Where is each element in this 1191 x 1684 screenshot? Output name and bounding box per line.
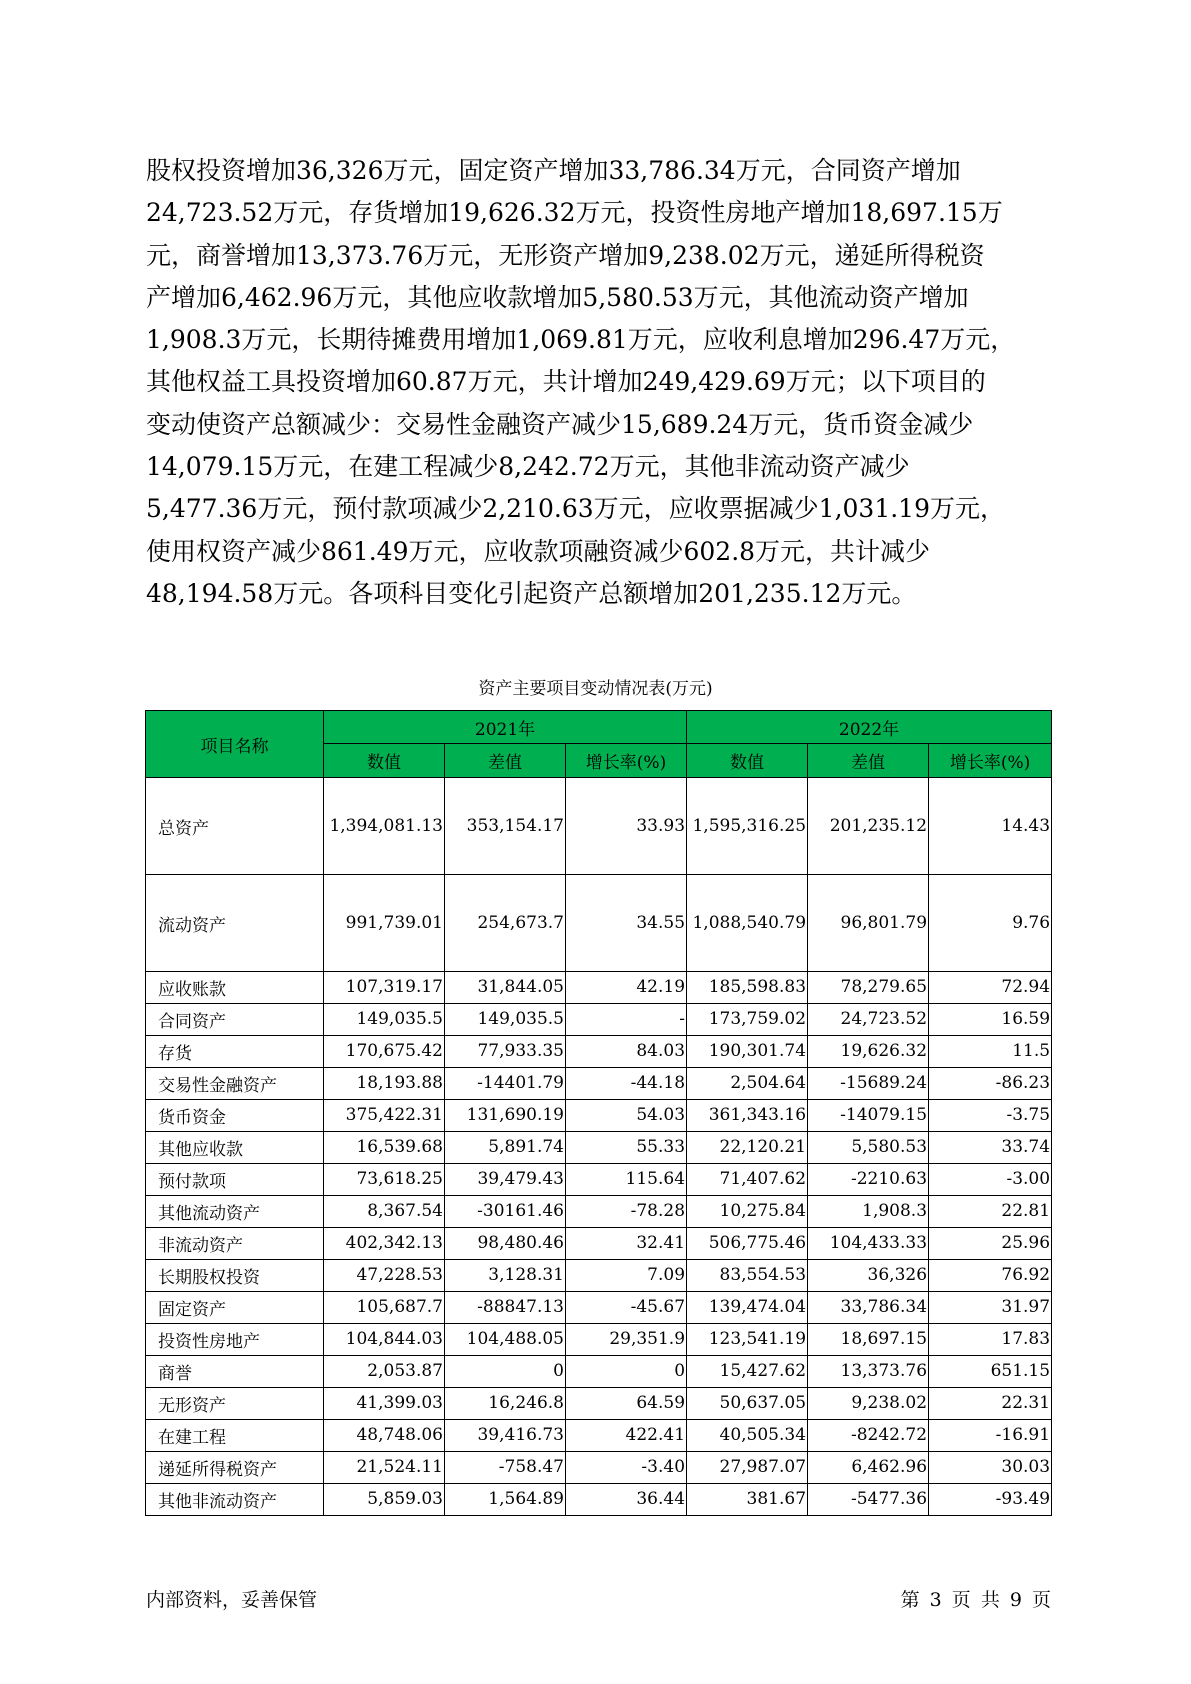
cell-diff-2022: 1,908.3	[808, 1196, 929, 1228]
cell-value-2021: 104,844.03	[324, 1324, 445, 1356]
cell-item-name: 预付款项	[146, 1164, 324, 1196]
cell-rate-2022: 14.43	[929, 778, 1052, 875]
cell-value-2022: 190,301.74	[687, 1036, 808, 1068]
cell-value-2022: 506,775.46	[687, 1228, 808, 1260]
cell-value-2022: 139,474.04	[687, 1292, 808, 1324]
cell-value-2021: 991,739.01	[324, 875, 445, 972]
cell-diff-2021: -88847.13	[445, 1292, 566, 1324]
table-row	[146, 1388, 1052, 1420]
cell-diff-2022: -8242.72	[808, 1420, 929, 1452]
header-diff-2021: 差值	[445, 744, 566, 778]
cell-value-2021: 47,228.53	[324, 1260, 445, 1292]
cell-diff-2021: 77,933.35	[445, 1036, 566, 1068]
body-line: 股权投资增加36,326万元，固定资产增加33,786.34万元，合同资产增加	[146, 156, 961, 185]
cell-diff-2022: 24,723.52	[808, 1004, 929, 1036]
cell-diff-2021: 104,488.05	[445, 1324, 566, 1356]
body-line: 使用权资产减少861.49万元，应收款项融资减少602.8万元，共计减少	[146, 536, 931, 566]
cell-rate-2021: 7.09	[566, 1260, 687, 1292]
table-row	[146, 1420, 1052, 1452]
cell-diff-2021: 39,479.43	[445, 1164, 566, 1196]
cell-rate-2022: 31.97	[929, 1292, 1052, 1324]
cell-item-name: 货币资金	[146, 1100, 324, 1132]
cell-value-2022: 71,407.62	[687, 1164, 808, 1196]
cell-rate-2021: -45.67	[566, 1292, 687, 1324]
cell-value-2021: 1,394,081.13	[324, 778, 445, 875]
table-row	[146, 1228, 1052, 1260]
table-row	[146, 1292, 1052, 1324]
asset-change-table	[145, 710, 1052, 1516]
table-row	[146, 1100, 1052, 1132]
cell-item-name: 应收账款	[146, 972, 324, 1004]
cell-diff-2022: -2210.63	[808, 1164, 929, 1196]
cell-item-name: 投资性房地产	[146, 1324, 324, 1356]
cell-item-name: 递延所得税资产	[146, 1452, 324, 1484]
cell-rate-2021: 55.33	[566, 1132, 687, 1164]
cell-item-name: 其他非流动资产	[146, 1484, 324, 1516]
cell-rate-2021: 42.19	[566, 972, 687, 1004]
table-row	[146, 1452, 1052, 1484]
cell-diff-2021: 254,673.7	[445, 875, 566, 972]
cell-item-name: 总资产	[146, 778, 324, 875]
cell-rate-2021: 36.44	[566, 1484, 687, 1516]
cell-diff-2021: 39,416.73	[445, 1420, 566, 1452]
cell-value-2022: 1,595,316.25	[687, 778, 808, 875]
cell-item-name: 无形资产	[146, 1388, 324, 1420]
cell-value-2021: 41,399.03	[324, 1388, 445, 1420]
cell-diff-2021: 31,844.05	[445, 972, 566, 1004]
table-row	[146, 1036, 1052, 1068]
cell-rate-2021: 34.55	[566, 875, 687, 972]
header-rate-2021: 增长率(%)	[566, 744, 687, 778]
cell-rate-2022: 33.74	[929, 1132, 1052, 1164]
cell-value-2021: 16,539.68	[324, 1132, 445, 1164]
cell-value-2022: 173,759.02	[687, 1004, 808, 1036]
cell-rate-2022: -3.75	[929, 1100, 1052, 1132]
cell-rate-2021: 32.41	[566, 1228, 687, 1260]
cell-value-2021: 8,367.54	[324, 1196, 445, 1228]
cell-value-2022: 22,120.21	[687, 1132, 808, 1164]
cell-diff-2021: -14401.79	[445, 1068, 566, 1100]
cell-rate-2021: 0	[566, 1356, 687, 1388]
cell-rate-2021: 115.64	[566, 1164, 687, 1196]
cell-diff-2021: 131,690.19	[445, 1100, 566, 1132]
cell-rate-2022: -16.91	[929, 1420, 1052, 1452]
cell-item-name: 合同资产	[146, 1004, 324, 1036]
table-row	[146, 1260, 1052, 1292]
body-line: 产增加6,462.96万元，其他应收款增加5,580.53万元，其他流动资产增加	[146, 282, 969, 312]
table-row	[146, 1324, 1052, 1356]
cell-value-2022: 15,427.62	[687, 1356, 808, 1388]
cell-rate-2022: 9.76	[929, 875, 1052, 972]
cell-rate-2021: -44.18	[566, 1068, 687, 1100]
header-value-2021: 数值	[324, 744, 445, 778]
body-line: 5,477.36万元，预付款项减少2,210.63万元，应收票据减少1,031.19万元，	[146, 494, 1005, 524]
table-row	[146, 778, 1052, 875]
cell-diff-2022: 33,786.34	[808, 1292, 929, 1324]
cell-rate-2021: 84.03	[566, 1036, 687, 1068]
table-row	[146, 875, 1052, 972]
cell-item-name: 在建工程	[146, 1420, 324, 1452]
cell-value-2022: 2,504.64	[687, 1068, 808, 1100]
cell-rate-2021: -	[566, 1004, 687, 1036]
cell-diff-2022: 5,580.53	[808, 1132, 929, 1164]
cell-item-name: 存货	[146, 1036, 324, 1068]
cell-value-2021: 48,748.06	[324, 1420, 445, 1452]
footer-page-number: 第 3 页 共 9 页	[900, 1589, 1051, 1611]
cell-value-2021: 5,859.03	[324, 1484, 445, 1516]
cell-item-name: 长期股权投资	[146, 1260, 324, 1292]
table-row	[146, 1356, 1052, 1388]
cell-value-2021: 375,422.31	[324, 1100, 445, 1132]
table-row	[146, 1164, 1052, 1196]
cell-value-2022: 50,637.05	[687, 1388, 808, 1420]
cell-diff-2022: 19,626.32	[808, 1036, 929, 1068]
cell-rate-2021: -3.40	[566, 1452, 687, 1484]
cell-rate-2022: -86.23	[929, 1068, 1052, 1100]
table-row	[146, 1196, 1052, 1228]
cell-rate-2022: 651.15	[929, 1356, 1052, 1388]
cell-diff-2022: 13,373.76	[808, 1356, 929, 1388]
header-rate-2022: 增长率(%)	[929, 744, 1052, 778]
cell-value-2021: 105,687.7	[324, 1292, 445, 1324]
cell-value-2022: 40,505.34	[687, 1420, 808, 1452]
cell-diff-2021: 3,128.31	[445, 1260, 566, 1292]
cell-value-2021: 2,053.87	[324, 1356, 445, 1388]
cell-rate-2022: 16.59	[929, 1004, 1052, 1036]
body-paragraph	[146, 150, 1051, 615]
cell-diff-2021: -30161.46	[445, 1196, 566, 1228]
cell-diff-2022: -14079.15	[808, 1100, 929, 1132]
cell-value-2021: 21,524.11	[324, 1452, 445, 1484]
cell-rate-2022: 11.5	[929, 1036, 1052, 1068]
table-row	[146, 1004, 1052, 1036]
cell-diff-2022: 96,801.79	[808, 875, 929, 972]
body-line: 其他权益工具投资增加60.87万元，共计增加249,429.69万元；以下项目的	[146, 367, 986, 397]
cell-value-2021: 73,618.25	[324, 1164, 445, 1196]
cell-item-name: 其他流动资产	[146, 1196, 324, 1228]
body-line: 变动使资产总额减少：交易性金融资产减少15,689.24万元，货币资金减少	[146, 409, 974, 439]
body-line: 1,908.3万元，长期待摊费用增加1,069.81万元，应收利息增加296.47万元，	[146, 325, 1016, 355]
cell-rate-2022: 22.81	[929, 1196, 1052, 1228]
table-row	[146, 1132, 1052, 1164]
cell-rate-2021: 64.59	[566, 1388, 687, 1420]
cell-value-2022: 381.67	[687, 1484, 808, 1516]
cell-rate-2022: 30.03	[929, 1452, 1052, 1484]
cell-item-name: 固定资产	[146, 1292, 324, 1324]
table-caption: 资产主要项目变动情况表(万元)	[478, 679, 713, 699]
cell-rate-2021: 54.03	[566, 1100, 687, 1132]
cell-diff-2022: 201,235.12	[808, 778, 929, 875]
cell-diff-2022: 36,326	[808, 1260, 929, 1292]
cell-rate-2022: 76.92	[929, 1260, 1052, 1292]
cell-rate-2021: 29,351.9	[566, 1324, 687, 1356]
cell-item-name: 商誉	[146, 1356, 324, 1388]
cell-diff-2022: -5477.36	[808, 1484, 929, 1516]
cell-diff-2022: 104,433.33	[808, 1228, 929, 1260]
cell-rate-2021: 422.41	[566, 1420, 687, 1452]
cell-value-2021: 402,342.13	[324, 1228, 445, 1260]
table-row	[146, 972, 1052, 1004]
cell-value-2022: 83,554.53	[687, 1260, 808, 1292]
cell-value-2022: 123,541.19	[687, 1324, 808, 1356]
body-line: 元，商誉增加13,373.76万元，无形资产增加9,238.02万元，递延所得税资	[146, 240, 985, 270]
body-line: 24,723.52万元，存货增加19,626.32万元，投资性房地产增加18,697.15万	[146, 198, 1003, 228]
cell-diff-2021: 98,480.46	[445, 1228, 566, 1260]
cell-diff-2021: 0	[445, 1356, 566, 1388]
cell-item-name: 交易性金融资产	[146, 1068, 324, 1100]
body-line: 48,194.58万元。各项科目变化引起资产总额增加201,235.12万元。	[146, 578, 917, 608]
cell-diff-2022: 6,462.96	[808, 1452, 929, 1484]
cell-value-2022: 185,598.83	[687, 972, 808, 1004]
cell-diff-2021: 16,246.8	[445, 1388, 566, 1420]
cell-rate-2022: 25.96	[929, 1228, 1052, 1260]
cell-diff-2021: 149,035.5	[445, 1004, 566, 1036]
cell-rate-2021: 33.93	[566, 778, 687, 875]
header-value-2022: 数值	[687, 744, 808, 778]
header-year-2022: 2022年	[687, 711, 1052, 744]
cell-value-2021: 18,193.88	[324, 1068, 445, 1100]
cell-item-name: 非流动资产	[146, 1228, 324, 1260]
table-row	[146, 1068, 1052, 1100]
cell-diff-2022: 9,238.02	[808, 1388, 929, 1420]
header-diff-2022: 差值	[808, 744, 929, 778]
header-item-name: 项目名称	[146, 711, 324, 778]
cell-diff-2021: 5,891.74	[445, 1132, 566, 1164]
cell-value-2022: 27,987.07	[687, 1452, 808, 1484]
cell-value-2021: 170,675.42	[324, 1036, 445, 1068]
body-line: 14,079.15万元，在建工程减少8,242.72万元，其他非流动资产减少	[146, 452, 910, 482]
cell-value-2022: 1,088,540.79	[687, 875, 808, 972]
cell-value-2021: 149,035.5	[324, 1004, 445, 1036]
cell-rate-2022: -3.00	[929, 1164, 1052, 1196]
cell-item-name: 其他应收款	[146, 1132, 324, 1164]
cell-value-2021: 107,319.17	[324, 972, 445, 1004]
cell-rate-2021: -78.28	[566, 1196, 687, 1228]
cell-diff-2022: 78,279.65	[808, 972, 929, 1004]
cell-diff-2022: -15689.24	[808, 1068, 929, 1100]
cell-rate-2022: 17.83	[929, 1324, 1052, 1356]
cell-item-name: 流动资产	[146, 875, 324, 972]
header-year-2021: 2021年	[324, 711, 687, 744]
footer-confidential-note: 内部资料，妥善保管	[146, 1589, 318, 1611]
cell-value-2022: 10,275.84	[687, 1196, 808, 1228]
cell-diff-2022: 18,697.15	[808, 1324, 929, 1356]
cell-diff-2021: 1,564.89	[445, 1484, 566, 1516]
cell-rate-2022: 22.31	[929, 1388, 1052, 1420]
table-row	[146, 1484, 1052, 1516]
cell-rate-2022: -93.49	[929, 1484, 1052, 1516]
cell-value-2022: 361,343.16	[687, 1100, 808, 1132]
cell-diff-2021: -758.47	[445, 1452, 566, 1484]
cell-diff-2021: 353,154.17	[445, 778, 566, 875]
cell-rate-2022: 72.94	[929, 972, 1052, 1004]
